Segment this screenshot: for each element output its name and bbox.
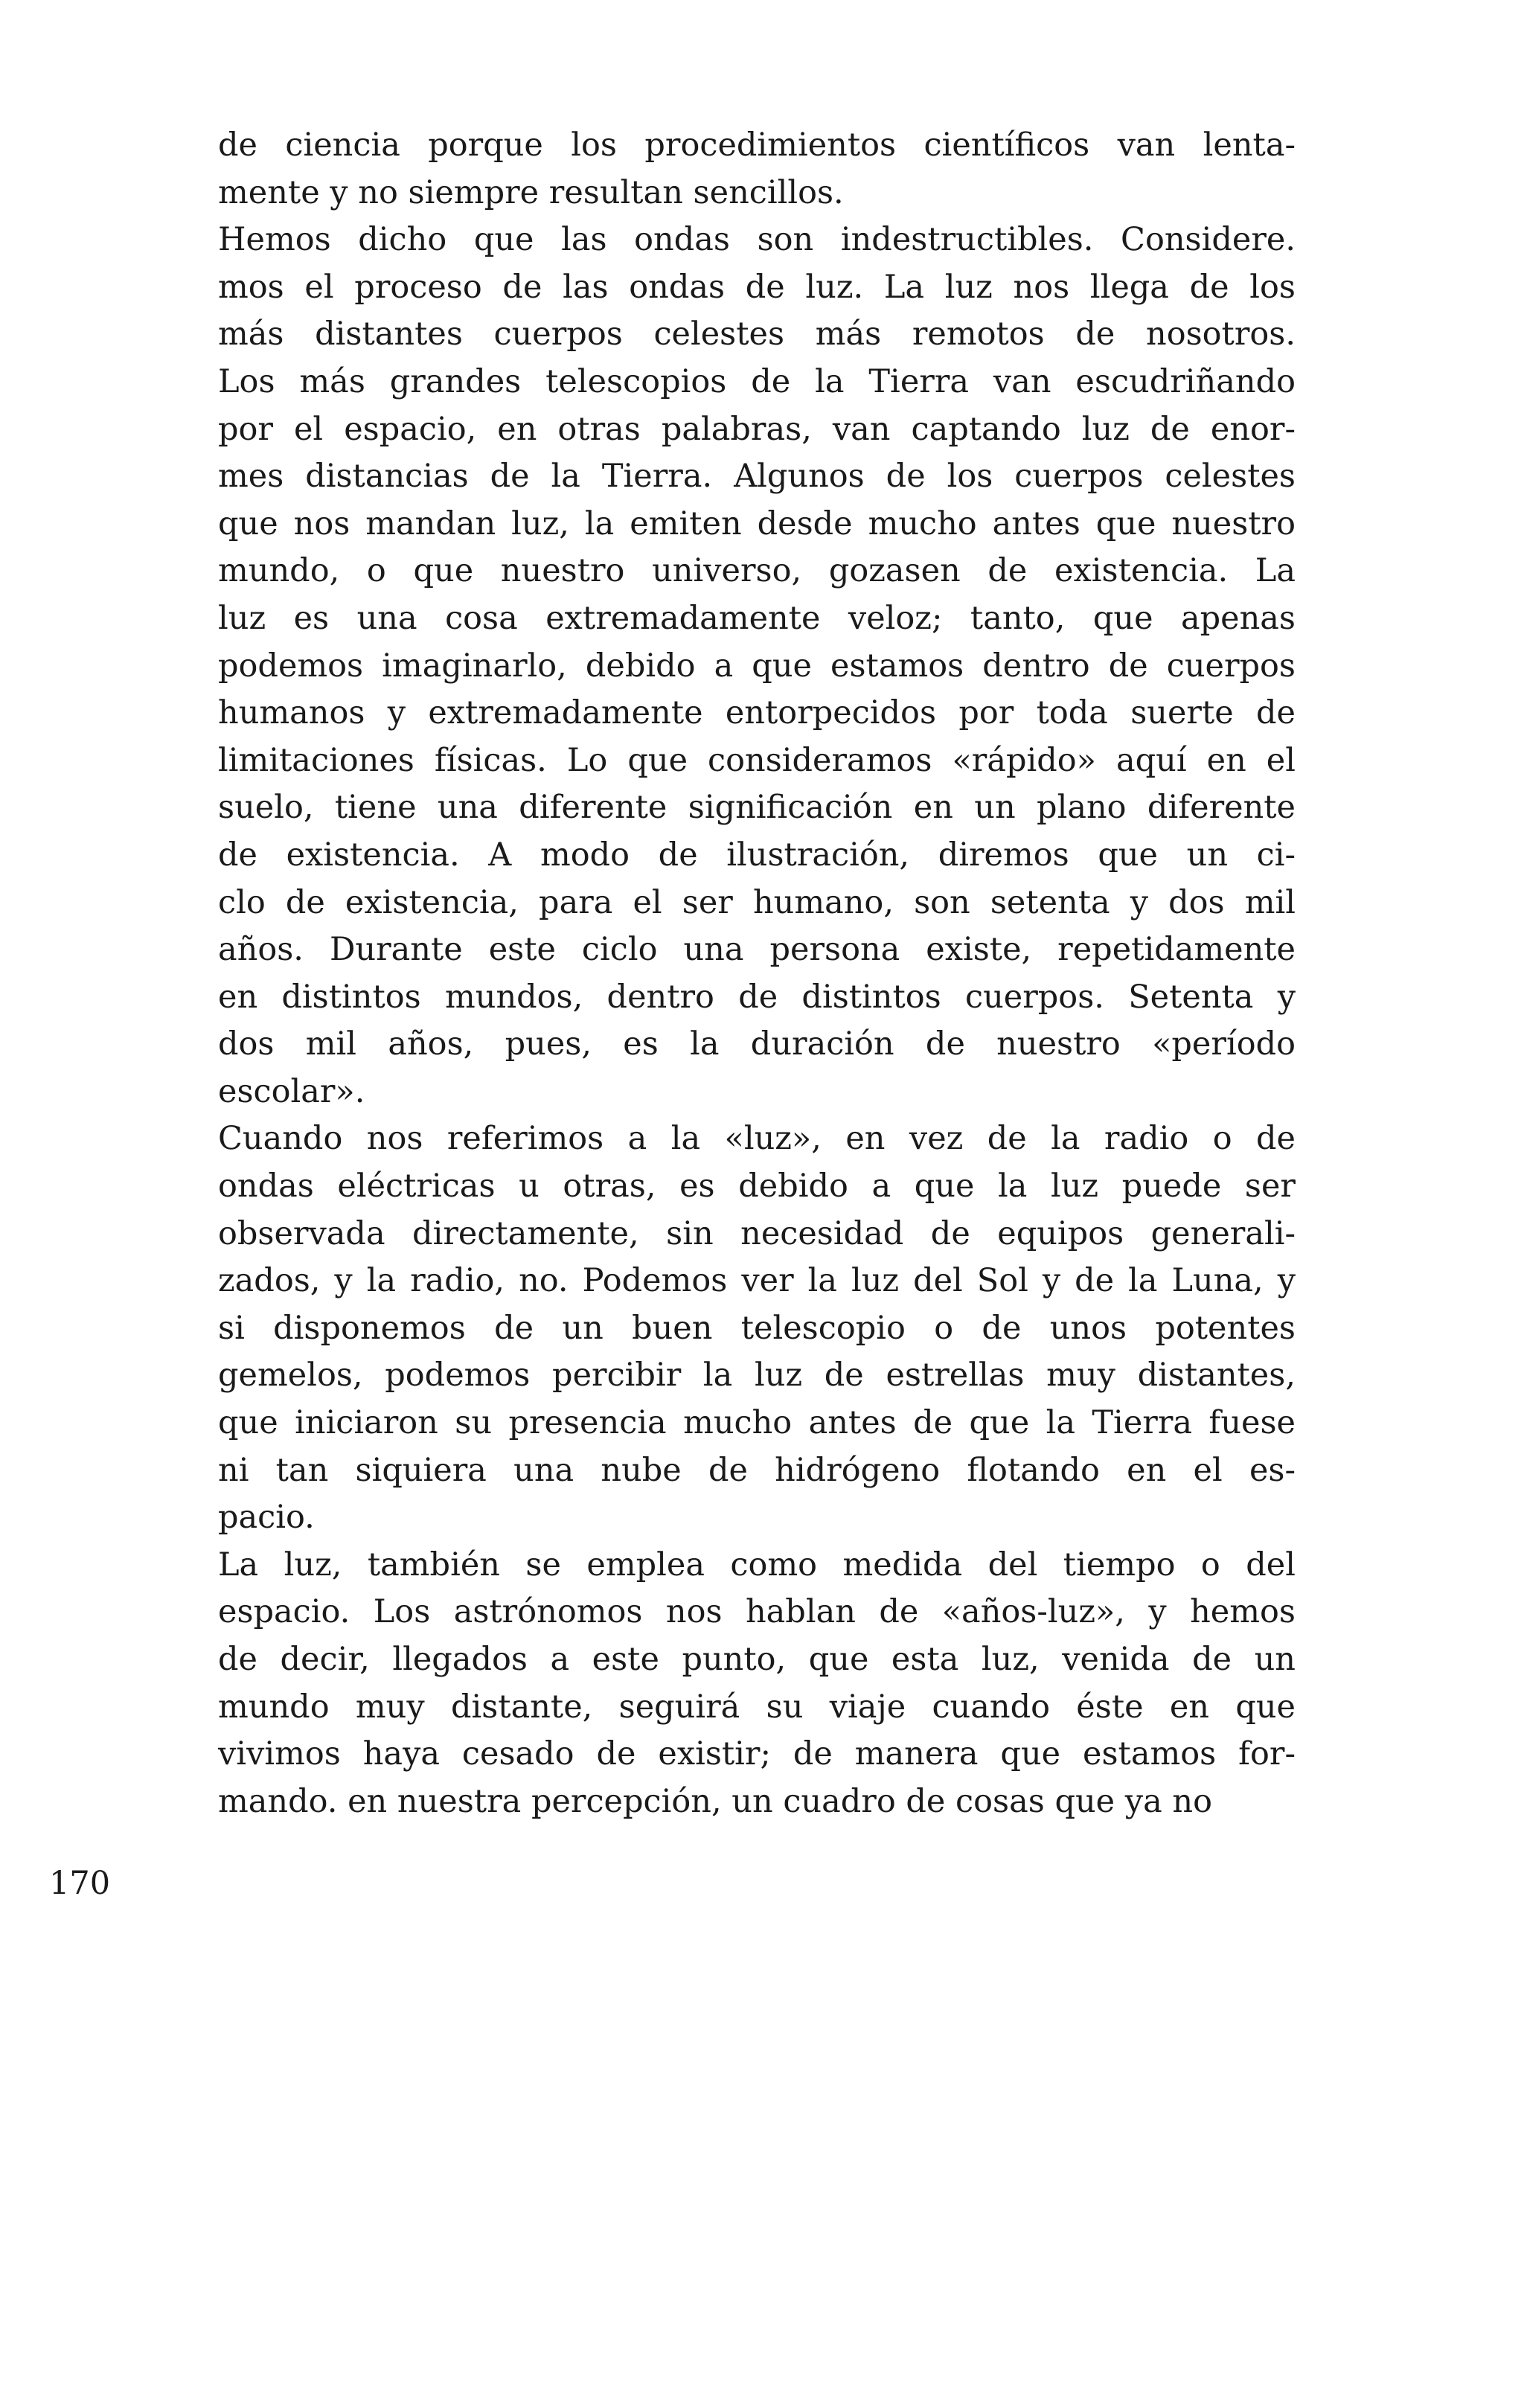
text-line: Cuando nos referimos a la «luz», en vez de la radio o de	[218, 1120, 1296, 1158]
text-line: de decir, llegados a este punto, que esta luz, venida de un	[218, 1641, 1296, 1678]
text-line: espacio. Los astrónomos nos hablan de «años-luz», y hemos	[218, 1593, 1296, 1631]
text-line: Los más grandes telescopios de la Tierra van escudriñando	[218, 362, 1296, 400]
text-line: escolar».	[218, 1072, 365, 1110]
text-line: que iniciaron su presencia mucho antes de que la Tierra fuese	[218, 1404, 1296, 1442]
text-line: mundo, o que nuestro universo, gozasen de existencia. La	[218, 552, 1296, 590]
text-line: clo de existencia, para el ser humano, son setenta y dos mil	[218, 883, 1296, 921]
text-line: más distantes cuerpos celestes más remotos de nosotros.	[218, 316, 1296, 353]
text-line: por el espacio, en otras palabras, van captando luz de enor-	[218, 410, 1296, 448]
text-line: podemos imaginarlo, debido a que estamos dentro de cuerpos	[218, 647, 1296, 685]
text-line: ondas eléctricas u otras, es debido a que la luz puede ser	[218, 1168, 1296, 1205]
text-line: luz es una cosa extremadamente veloz; tanto, que apenas	[218, 599, 1296, 637]
text-line: vivimos haya cesado de existir; de manera que estamos for-	[218, 1735, 1296, 1773]
text-line: años. Durante este ciclo una persona existe, repetidamente	[218, 931, 1296, 969]
text-line: en distintos mundos, dentro de distintos cuerpos. Setenta y	[218, 978, 1296, 1016]
text-line: de ciencia porque los procedimientos científicos van lenta-	[218, 127, 1296, 164]
page-number: 170	[49, 1865, 111, 1902]
text-line: dos mil años, pues, es la duración de nuestro «período	[218, 1025, 1296, 1063]
text-line: mando. en nuestra percepción, un cuadro de cosas que ya no	[218, 1782, 1212, 1820]
text-line: zados, y la radio, no. Podemos ver la luz del Sol y de la Luna, y	[218, 1262, 1296, 1300]
text-line: de existencia. A modo de ilustración, diremos que un ci-	[218, 836, 1296, 874]
text-line: mes distancias de la Tierra. Algunos de los cuerpos celestes	[218, 458, 1296, 496]
text-line: humanos y extremadamente entorpecidos por toda suerte de	[218, 694, 1296, 732]
text-line: Hemos dicho que las ondas son indestructibles. Considere.	[218, 221, 1296, 259]
body-text	[218, 122, 1296, 1825]
text-line: limitaciones físicas. Lo que consideramos «rápido» aquí en el	[218, 741, 1296, 779]
text-line: ni tan siquiera una nube de hidrógeno flotando en el es-	[218, 1451, 1296, 1489]
text-line: mos el proceso de las ondas de luz. La luz nos llega de los	[218, 268, 1296, 306]
text-line: suelo, tiene una diferente significación en un plano diferente	[218, 789, 1296, 827]
text-line: observada directamente, sin necesidad de equipos generali-	[218, 1214, 1296, 1252]
text-line: mente y no siempre resultan sencillos.	[218, 173, 844, 211]
text-line: La luz, también se emplea como medida del tiempo o del	[218, 1546, 1296, 1584]
text-line: gemelos, podemos percibir la luz de estrellas muy distantes,	[218, 1357, 1296, 1394]
text-line: que nos mandan luz, la emiten desde mucho antes que nuestro	[218, 505, 1296, 542]
text-line: si disponemos de un buen telescopio o de unos potentes	[218, 1309, 1296, 1347]
text-line: pacio.	[218, 1499, 315, 1537]
text-line: mundo muy distante, seguirá su viaje cuando éste en que	[218, 1688, 1296, 1726]
